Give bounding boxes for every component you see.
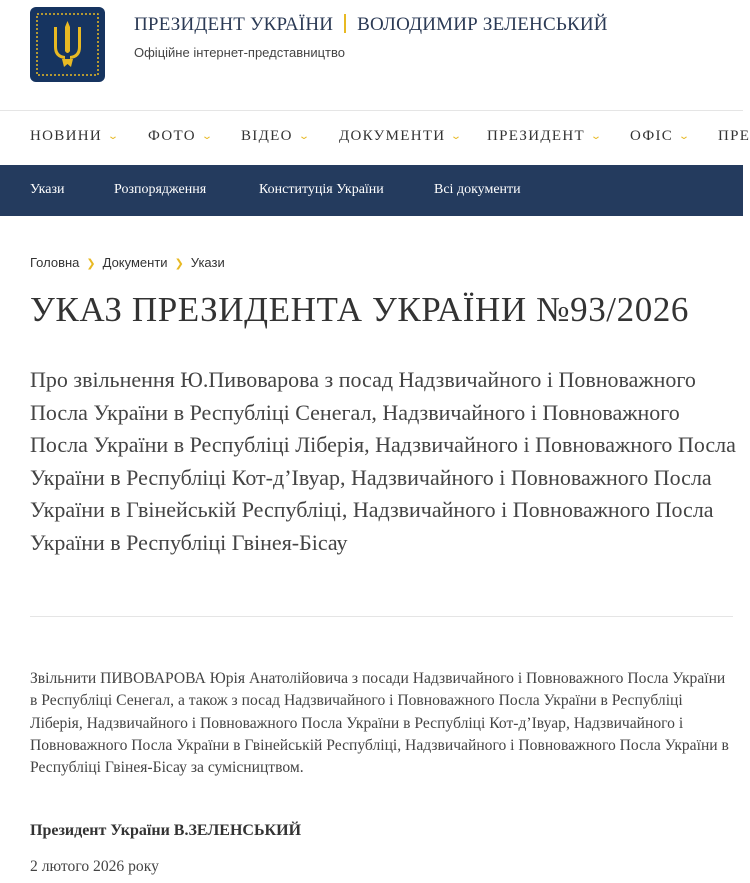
decree-heading: Про звільнення Ю.Пивоварова з посад Надзвичайного і Повноважного Посла України в Республіці Сенегал, Надзвичайного і Повноважного Посла України в Республіці Ліберія, Надзвичайного і Повноважного Посла України в Республіці Кот-д’Івуар, Надзвичайного і Повноважного Посла України в Гвінейській Республіці, Надзвичайного і Повноважного Посла України в Республіці Гвінея-Бісау xyxy=(30,367,736,555)
chevron-down-icon: ⌄ xyxy=(678,131,692,142)
nav-item-documents[interactable] xyxy=(339,128,465,145)
breadcrumb-documents[interactable]: Документи xyxy=(102,255,168,270)
chevron-down-icon: ⌄ xyxy=(200,131,215,142)
subnav-item-orders[interactable]: Розпорядження xyxy=(114,182,207,197)
nav-item-president[interactable] xyxy=(487,128,602,145)
chevron-down-icon: ⌄ xyxy=(590,131,604,142)
sub-navigation xyxy=(0,165,743,216)
subnav-item-decrees[interactable]: Укази xyxy=(30,182,65,197)
chevron-right-icon: ❯ xyxy=(86,258,96,270)
nav-item-label: ПРЕ xyxy=(718,128,750,144)
chevron-down-icon: ⌄ xyxy=(450,131,465,142)
site-title[interactable] xyxy=(134,14,608,36)
nav-item-news[interactable] xyxy=(30,128,119,145)
site-title-name: ВОЛОДИМИР ЗЕЛЕНСЬКИЙ xyxy=(357,14,608,35)
breadcrumb-decrees[interactable]: Укази xyxy=(190,255,225,270)
nav-item-label: ФОТО xyxy=(148,128,196,144)
nav-item-label: НОВИНИ xyxy=(30,128,102,144)
subnav-item-all-documents[interactable]: Всі документи xyxy=(434,182,521,197)
decree-signature: Президент України В.ЗЕЛЕНСЬКИЙ xyxy=(30,822,302,839)
chevron-right-icon: ❯ xyxy=(174,258,184,270)
nav-item-label: ОФІС xyxy=(630,128,674,144)
nav-item-press[interactable] xyxy=(718,128,750,145)
nav-item-photo[interactable] xyxy=(148,128,213,145)
subnav-item-constitution[interactable]: Конституція України xyxy=(259,182,384,197)
chevron-down-icon: ⌄ xyxy=(297,131,312,142)
site-subtitle: Офіційне інтернет-представництво xyxy=(134,45,345,60)
main-navigation xyxy=(0,111,750,165)
nav-item-label: ДОКУМЕНТИ xyxy=(339,128,446,144)
chevron-down-icon: ⌄ xyxy=(107,131,121,142)
decree-date: 2 лютого 2026 року xyxy=(30,858,159,875)
site-header xyxy=(0,0,743,110)
nav-item-office[interactable] xyxy=(630,128,690,145)
breadcrumb xyxy=(30,255,225,270)
breadcrumb-home[interactable]: Головна xyxy=(30,255,80,270)
page-title: УКАЗ ПРЕЗИДЕНТА УКРАЇНИ №93/2026 xyxy=(30,290,690,329)
site-title-president: ПРЕЗИДЕНТ УКРАЇНИ xyxy=(134,14,334,35)
title-separator xyxy=(344,14,346,33)
nav-item-label: ВІДЕО xyxy=(241,128,293,144)
content-divider xyxy=(30,616,733,617)
nav-item-label: ПРЕЗИДЕНТ xyxy=(487,128,585,144)
decree-body: Звільнити ПИВОВАРОВА Юрія Анатолійовича з посади Надзвичайного і Повноважного Посла України в Республіці Сенегал, а також з посад Надзвичайного і Повноважного Посла України в Республіці Ліберія, Надзвичайного і Повноважного Посла України в Республіці Кот-д’Івуар, Надзвичайного і Повноважного Посла України в Гвінейській Республіці, Надзвичайного і Повноважного Посла України в Республіці Гвінея-Бісау за сумісництвом. xyxy=(30,670,729,777)
trident-coat-of-arms-icon[interactable] xyxy=(30,7,105,82)
nav-item-video[interactable] xyxy=(241,128,312,145)
